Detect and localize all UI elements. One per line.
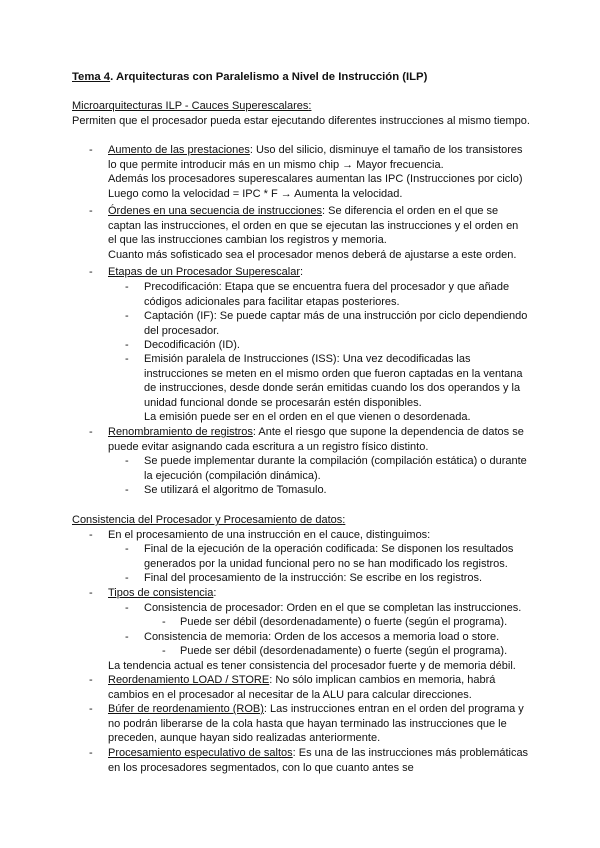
renombramiento-sub: - Se puede implementar durante la compilación (compilación estática) o durante la ejecución (compilación dinámica). [125, 455, 527, 482]
dash-icon: - [125, 631, 129, 643]
dash-icon: - [162, 645, 166, 657]
bullet-label: Órdenes en una secuencia de instrucciones [108, 205, 323, 217]
renombramiento-sub: - Se utilizará el algoritmo de Tomasulo. [125, 484, 327, 496]
bullet-ordenes: - Órdenes en una secuencia de instrucciones: Se diferencia el orden en el que se captan las instrucciones, el orden en que se ejecutan las instrucciones y el orden en el que las instrucciones cambian los registros y memoria. Cuanto más sofisticado sea el procesador menos deberá de ajustarse a este orden. [89, 205, 519, 261]
bullet-procesamiento: - En el procesamiento de una instrucción en el cauce, distinguimos: [89, 529, 431, 541]
bullet-label: Búfer de reordenamiento (ROB) [108, 703, 264, 715]
dash-icon: - [89, 747, 93, 759]
bullet-label: Tipos de consistencia [108, 587, 214, 599]
section-heading-consistencia: Consistencia del Procesador y Procesamiento de datos: [72, 514, 346, 526]
procesamiento-sub: - Final del procesamiento de la instrucción: Se escribe en los registros. [125, 572, 483, 584]
consistencia-sub: - Consistencia de memoria: Orden de los accesos a memoria load o store. [125, 631, 500, 643]
stage-item: - Captación (IF): Se puede captar más de una instrucción por ciclo dependiendo del procesador. [125, 310, 528, 337]
bullet-label: Renombramiento de registros [108, 426, 253, 438]
dash-icon: - [125, 543, 129, 555]
bullet-renombramiento: - Renombramiento de registros: Ante el riesgo que supone la dependencia de datos se puede evitar asignando cada escritura a un registro físico distinto. [89, 426, 524, 453]
bullet-label: Aumento de las prestaciones [108, 144, 250, 156]
procesamiento-sub: - Final de la ejecución de la operación codificada: Se disponen los resultados generados por la unidad funcional pero no se han modificado los registros. [125, 543, 514, 570]
dash-icon: - [125, 484, 129, 496]
bullet-label: Procesamiento especulativo de saltos [108, 747, 293, 759]
bullet-tipos-consistencia: - Tipos de consistencia: [89, 587, 217, 599]
consistencia-sub: - Consistencia de procesador: Orden en el que se completan las instrucciones. [125, 602, 522, 614]
dash-icon: - [125, 353, 129, 365]
dash-icon: - [89, 703, 93, 715]
page-title [72, 70, 427, 85]
title-tema: Tema 4 [72, 71, 111, 83]
bullet-reordenamiento: - Reordenamiento LOAD / STORE: No sólo implican cambios en memoria, habrá cambios en el procesador al necesitar de la ALU para calcular direcciones. [89, 674, 496, 701]
dash-icon: - [89, 144, 93, 156]
dash-icon: - [89, 266, 93, 278]
dash-icon: - [89, 587, 93, 599]
stage-item: - Precodificación: Etapa que se encuentra fuera del procesador y que añade códigos adicionales para facilitar etapas posteriores. [125, 281, 510, 308]
dash-icon: - [125, 572, 129, 584]
bullet-prestaciones: - Aumento de las prestaciones: Uso del silicio, disminuye el tamaño de los transistores lo que permite introducir más en un mismo chip → Mayor frecuencia. Además los procesadores superescalares aumentan las IPC (Instrucciones por ciclo) Luego como la velocidad = IPC * F → Aumenta la velocidad. [89, 144, 523, 200]
section-intro: Permiten que el procesador pueda estar ejecutando diferentes instrucciones al mismo tiempo. [72, 115, 530, 127]
dash-icon: - [125, 455, 129, 467]
bullet-etapas: - Etapas de un Procesador Superescalar: [89, 266, 304, 278]
bullet-label: Etapas de un Procesador Superescalar [108, 266, 301, 278]
dash-icon: - [125, 339, 129, 351]
section-heading-ilp: Microarquitecturas ILP - Cauces Superescalares: [72, 100, 312, 112]
dash-icon: - [125, 310, 129, 322]
title-rest: . Arquitecturas con Paralelismo a Nivel de Instrucción (ILP) [110, 71, 428, 83]
consistencia-tendencia: La tendencia actual es tener consistencia del procesador fuerte y de memoria débil. [108, 660, 516, 672]
consistencia-subsub: - Puede ser débil (desordenadamente) o fuerte (según el programa). [162, 645, 508, 657]
dash-icon: - [125, 281, 129, 293]
stage-item: - Emisión paralela de Instrucciones (ISS): Una vez decodificadas las instrucciones se meten en el mismo orden que fueron captadas en la ventana de instrucciones, desde donde serán emitidas cuando los dos operandos y la unidad funcional donde se procesarán estén disponibles. La emisión puede ser en el orden en el que vienen o desordenada. [125, 353, 523, 424]
dash-icon: - [89, 205, 93, 217]
dash-icon: - [89, 529, 93, 541]
bullet-label: Reordenamiento LOAD / STORE [108, 674, 270, 686]
dash-icon: - [89, 426, 93, 438]
stage-item: - Decodificación (ID). [125, 339, 240, 351]
consistencia-subsub: - Puede ser débil (desordenadamente) o fuerte (según el programa). [162, 616, 508, 628]
dash-icon: - [125, 602, 129, 614]
bullet-especulativo: - Procesamiento especulativo de saltos: Es una de las instrucciones más problemáticas en los procesadores segmentados, con lo que cuanto antes se [89, 747, 529, 774]
bullet-rob: - Búfer de reordenamiento (ROB): Las instrucciones entran en el orden del programa y no podrán liberarse de la cola hasta que hayan terminado las instrucciones que le preceden, aunque hayan sido realizadas anteriormente. [89, 703, 524, 745]
dash-icon: - [89, 674, 93, 686]
dash-icon: - [162, 616, 166, 628]
